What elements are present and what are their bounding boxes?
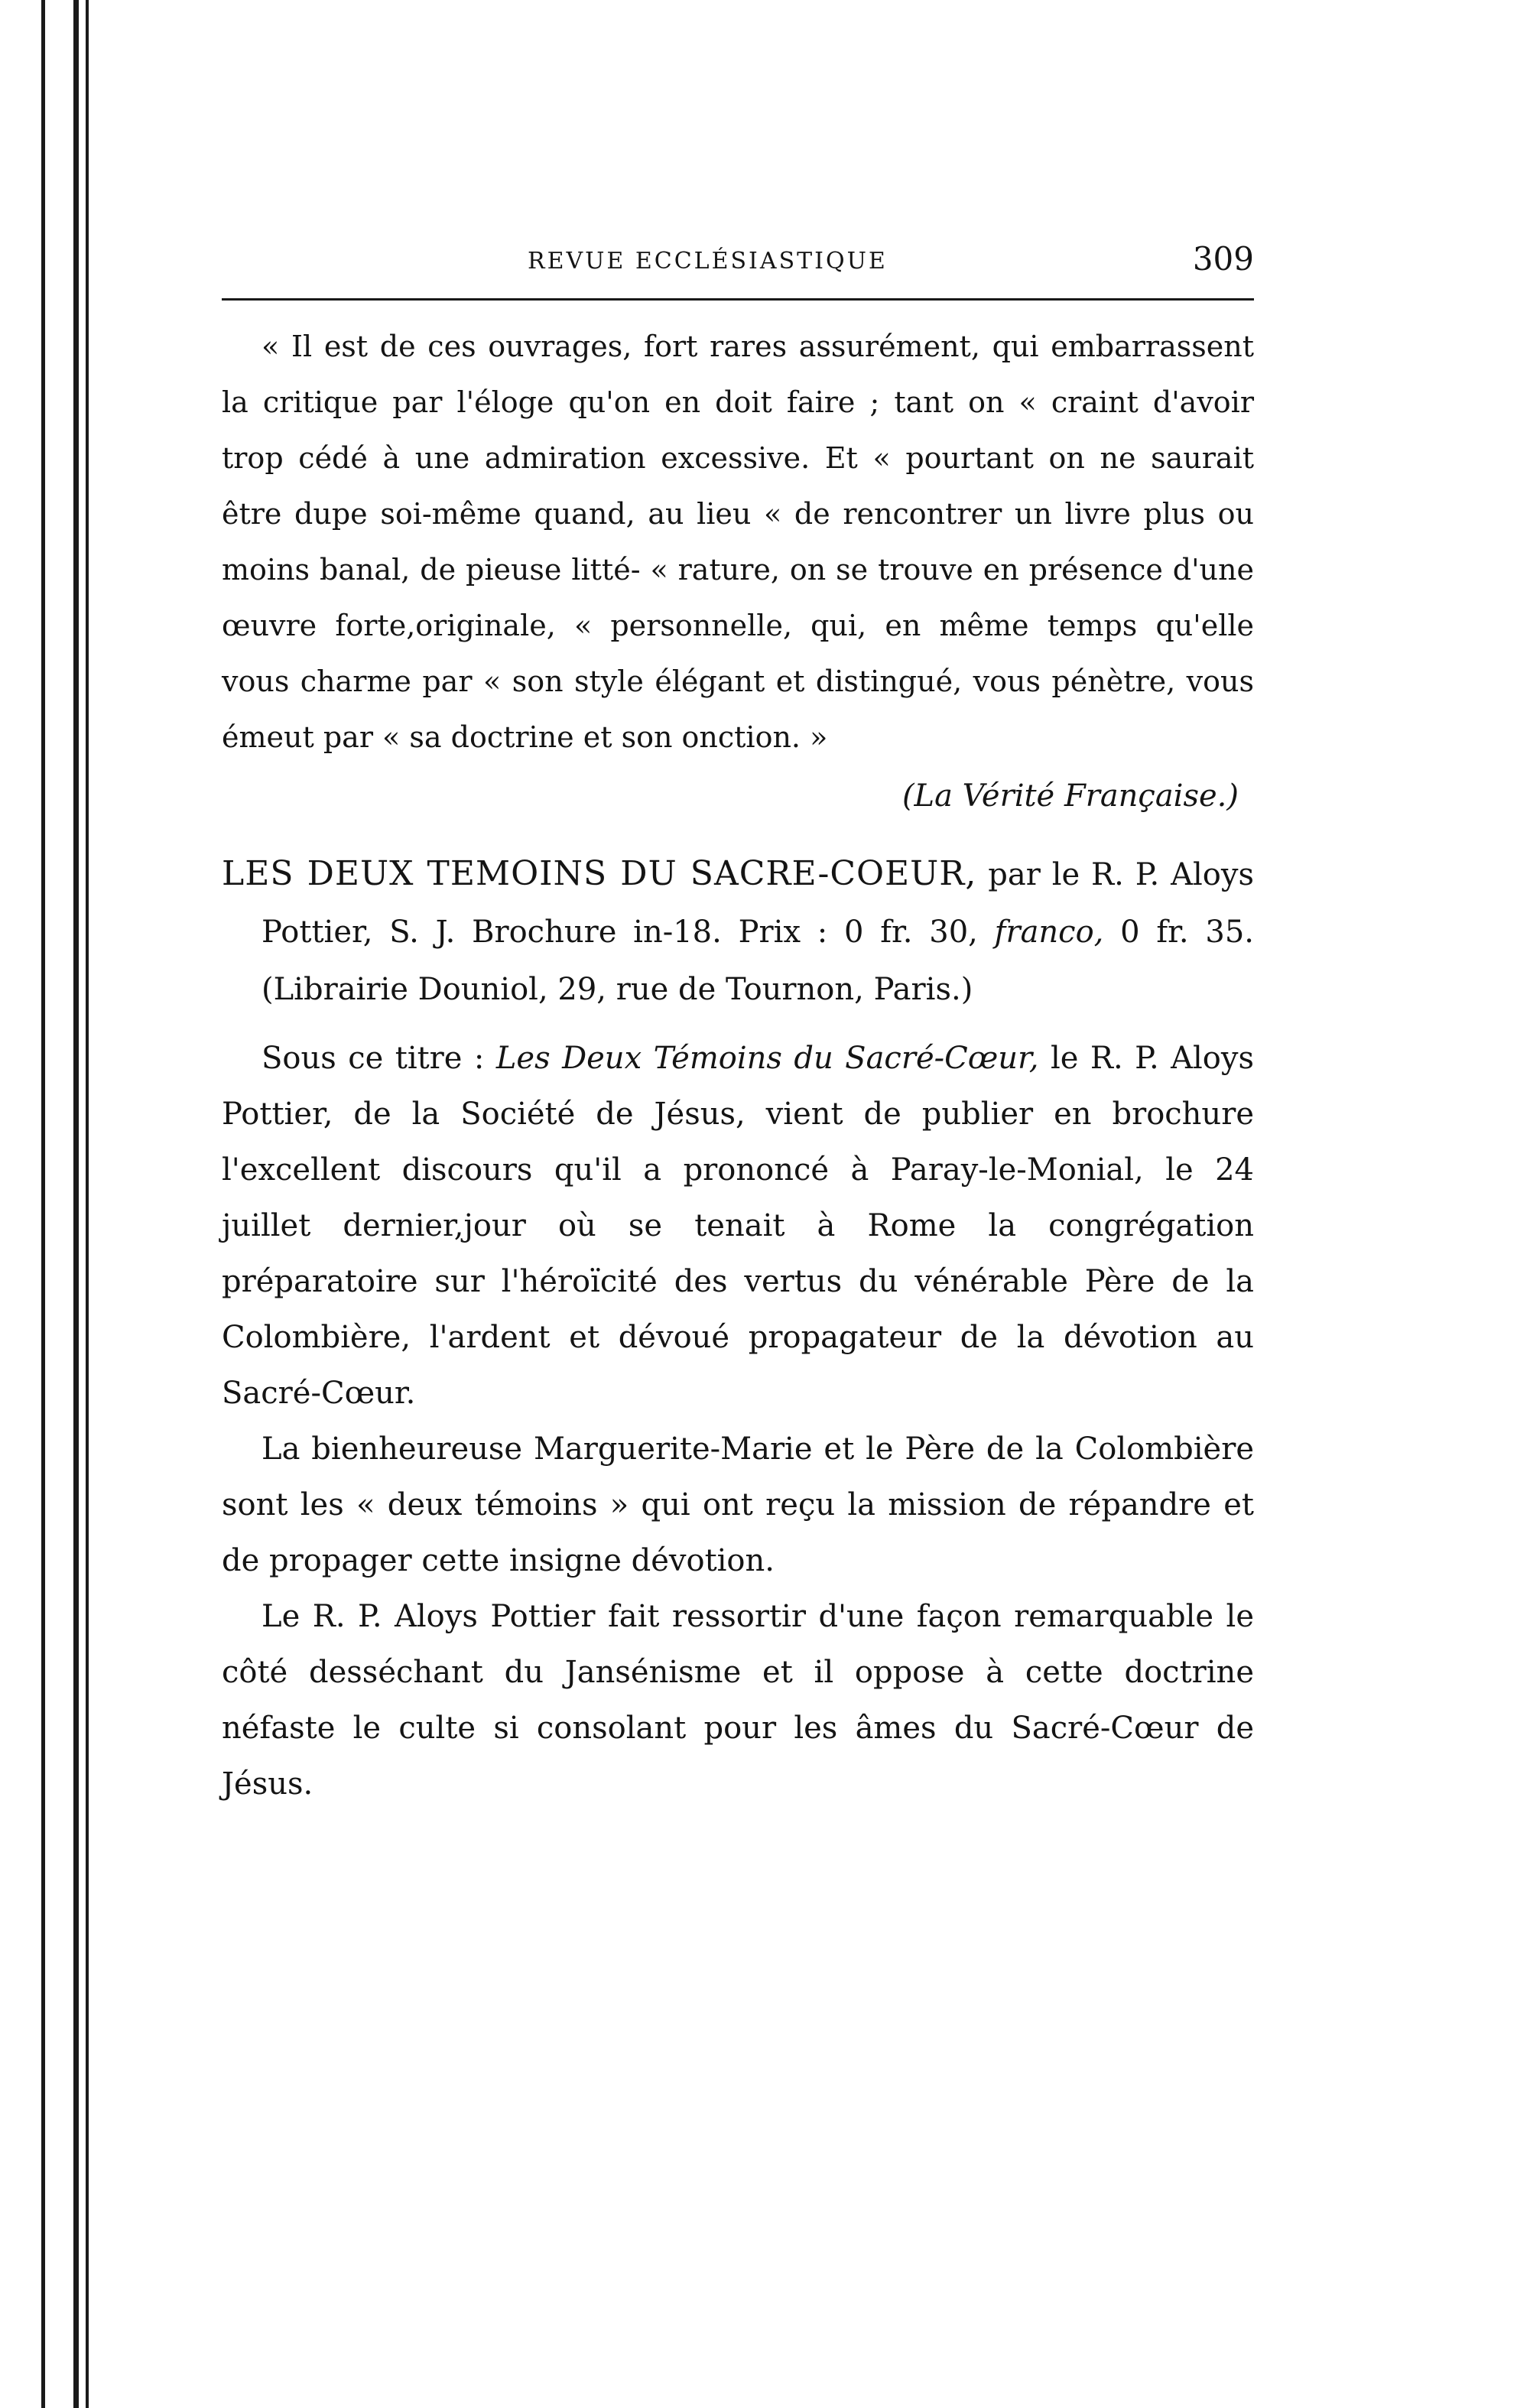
running-title: REVUE ECCLÉSIASTIQUE <box>528 248 888 275</box>
quote-source: (La Vérité Française.) <box>901 778 1239 814</box>
book-details-continued: 0 fr. 35. (Librairie Douniol, 29, rue de Tournon, Paris.) <box>261 915 1255 1007</box>
paragraph-1-lead: Sous ce titre : <box>261 1041 485 1076</box>
book-details: par le R. P. Aloys Pottier, S. J. Brochure in-18. Prix : 0 fr. 30, <box>261 857 1255 950</box>
scan-edge-line <box>86 0 89 2408</box>
paragraph-2: La bienheureuse Marguerite-Marie et le Père de la Colombière sont les « deux témoins » qui ont reçu la mission de répandre et de propager cette insigne dévotion. <box>222 1431 1254 1578</box>
quote-text: « Il est de ces ouvrages, fort rares assurément, qui embarrassent la critique par l'éloge qu'on en doit faire ; tant on « craint d'avoir trop cédé à une admiration excessive. Et « pourtant on ne saurait être dupe soi-même quand, au lieu « de rencontrer un livre plus ou moins banal, de pieuse litté- « rature, on se trouve en présence d'une œuvre forte,originale, « personnelle, qui, en même temps qu'elle vous charme par « son style élégant et distingué, vous pénètre, vous émeut par « sa doctrine et son onction. » <box>222 330 1254 754</box>
review-quote <box>222 319 1254 819</box>
book-page <box>222 229 1254 1812</box>
paragraph-1 <box>222 1031 1254 1422</box>
book-title: LES DEUX TEMOINS DU SACRE-COEUR, <box>222 854 977 893</box>
scan-edge-line <box>41 0 45 2408</box>
page-header <box>222 229 1254 291</box>
paragraph-3: Le R. P. Aloys Pottier fait ressortir d'une façon remarquable le côté desséchant du Jansénisme et il oppose à cette doctrine néfaste le culte si consolant pour les âmes du Sacré-Cœur de Jésus. <box>222 1599 1254 1802</box>
book-entry-heading <box>222 845 1254 1019</box>
paragraph-1-title: Les Deux Témoins du Sacré-Cœur, <box>495 1041 1039 1076</box>
header-rule <box>222 298 1254 301</box>
page-number: 309 <box>1192 240 1254 278</box>
review-body <box>222 1031 1254 1812</box>
paragraph-1-rest: le R. P. Aloys Pottier, de la Société de Jésus, vient de publier en brochure l'excellent discours qu'il a prononcé à Paray-le-Monial, le 24 juillet dernier,jour où se tenait à Rome la congrégation préparatoire sur l'héroïcité des vertus du vénérable Père de la Colombière, l'ardent et dévoué propagateur de la dévotion au Sacré-Cœur. <box>222 1041 1255 1411</box>
franco-label: franco, <box>994 915 1104 950</box>
scan-edge-line <box>73 0 79 2408</box>
